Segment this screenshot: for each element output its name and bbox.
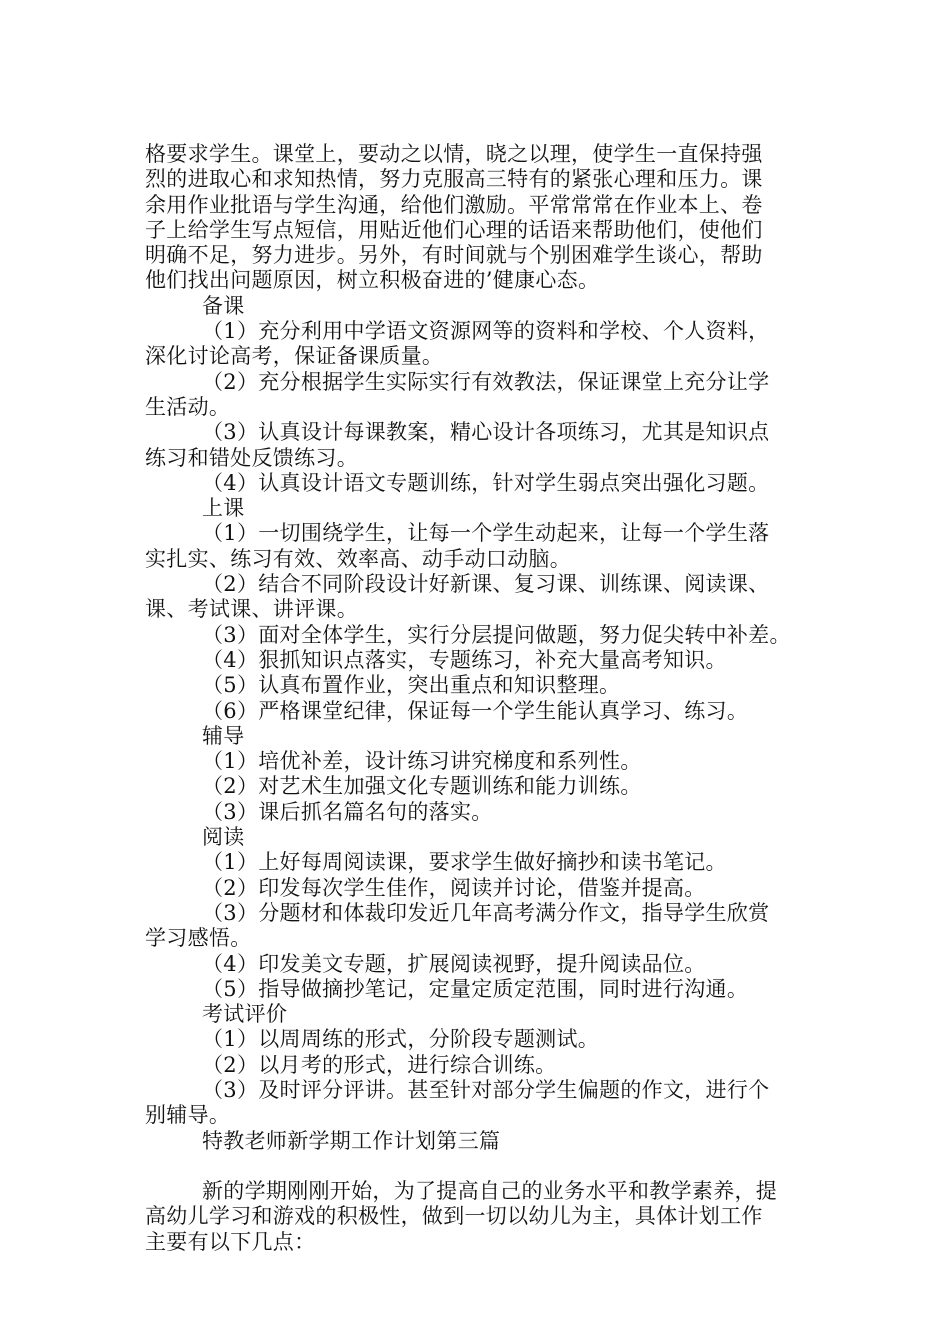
text-line: 备课 (202, 293, 245, 318)
text-line: 深化讨论高考，保证备课质量。 (145, 344, 444, 369)
text-line: （2）以月考的形式，进行综合训练。 (202, 1052, 557, 1077)
text-line: （6）严格课堂纪律，保证每一个学生能认真学习、练习。 (202, 698, 749, 723)
text-line: （3）面对全体学生，实行分层提问做题，努力促尖转中补差。 (202, 622, 791, 647)
text-line: （3）及时评分评讲。甚至针对部分学生偏题的作文，进行个 (202, 1077, 770, 1102)
text-line: （4）认真设计语文专题训练，针对学生弱点突出强化习题。 (202, 470, 770, 495)
text-line: （4）狠抓知识点落实，专题练习，补充大量高考知识。 (202, 647, 727, 672)
text-line: 生活动。 (145, 394, 231, 419)
text-line: 特教老师新学期工作计划第三篇 (202, 1128, 501, 1153)
text-line: 上课 (202, 496, 245, 521)
text-line: 他们找出问题原因，树立积极奋进的’健康心态。 (145, 268, 600, 293)
text-line: （5）认真布置作业，突出重点和知识整理。 (202, 673, 621, 698)
text-line: 辅导 (202, 723, 245, 748)
text-line: 烈的进取心和求知热情，努力克服高三特有的紧张心理和压力。课 (145, 167, 763, 192)
text-line: 课、考试课、讲评课。 (145, 597, 358, 622)
text-line: （2）结合不同阶段设计好新课、复习课、训练课、阅读课、 (202, 572, 770, 597)
text-line: （3）认真设计每课教案，精心设计各项练习，尤其是知识点 (202, 420, 770, 445)
text-line: 学习感悟。 (145, 926, 252, 951)
text-line: 实扎实、练习有效、效率高、动手动口动脑。 (145, 546, 571, 571)
text-line: （5）指导做摘抄笔记，定量定质定范围，同时进行沟通。 (202, 976, 749, 1001)
text-line: 主要有以下几点： (145, 1229, 316, 1254)
text-line: （2）对艺术生加强文化专题训练和能力训练。 (202, 774, 642, 799)
text-line: 余用作业批语与学生沟通，给他们激励。平常常常在作业本上、卷 (145, 192, 763, 217)
text-line: 别辅导。 (145, 1103, 231, 1128)
text-line: 高幼儿学习和游戏的积极性，做到一切以幼儿为主，具体计划工作 (145, 1204, 763, 1229)
text-line: 格要求学生。课堂上，要动之以情，晓之以理，使学生一直保持强 (145, 142, 763, 166)
document-body (145, 142, 810, 1255)
text-line: （2）印发每次学生佳作，阅读并讨论，借鉴并提高。 (202, 875, 706, 900)
text-line: （1）以周周练的形式，分阶段专题测试。 (202, 1027, 600, 1052)
text-line: 练习和错处反馈练习。 (145, 445, 358, 470)
text-line: （1）上好每周阅读课，要求学生做好摘抄和读书笔记。 (202, 850, 727, 875)
text-line: （3）课后抓名篇名句的落实。 (202, 799, 493, 824)
text-line: 考试评价 (202, 1002, 288, 1027)
text-line: （4）印发美文专题，扩展阅读视野，提升阅读品位。 (202, 951, 706, 976)
text-line: 阅读 (202, 825, 245, 850)
text-line: （1）充分利用中学语文资源网等的资料和学校、个人资料， (202, 319, 770, 344)
blank-line (145, 1154, 810, 1179)
text-line: （1）培优补差，设计练习讲究梯度和系列性。 (202, 749, 642, 774)
text-line: 子上给学生写点短信，用贴近他们心理的话语来帮助他们，使他们 (145, 217, 763, 242)
text-line: （1）一切围绕学生，让每一个学生动起来，让每一个学生落 (202, 521, 770, 546)
text-line: 明确不足，努力进步。另外，有时间就与个别困难学生谈心，帮助 (145, 243, 763, 268)
text-line: 新的学期刚刚开始，为了提高自己的业务水平和教学素养，提 (202, 1179, 778, 1204)
text-line: （3）分题材和体裁印发近几年高考满分作文，指导学生欣赏 (202, 900, 770, 925)
text-line: （2）充分根据学生实际实行有效教法，保证课堂上充分让学 (202, 369, 770, 394)
